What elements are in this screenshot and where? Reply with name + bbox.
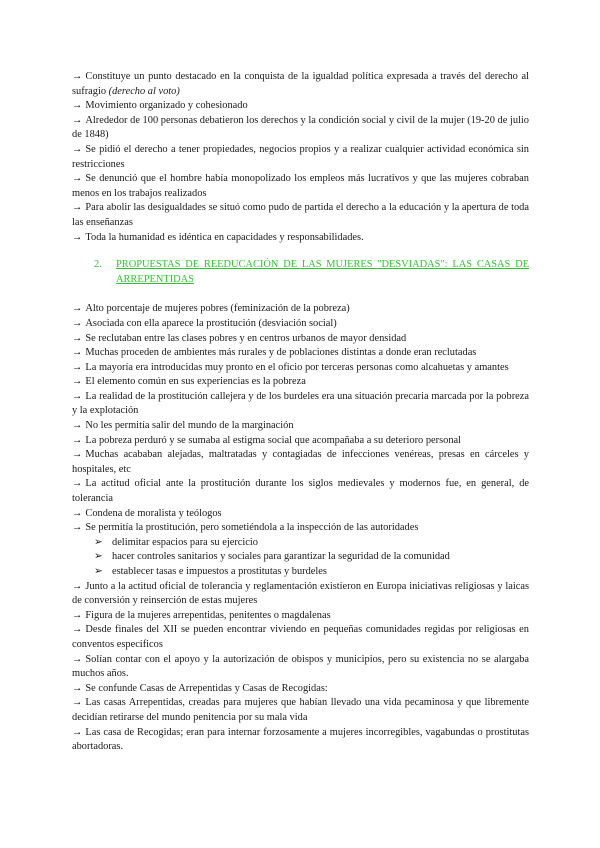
list-item: → Asociada con ella aparece la prostitución (desviación social) <box>72 317 337 329</box>
bullet-arrow-icon: ➢ <box>94 536 103 548</box>
sub-list-item: ➢ delimitar espacios para su ejercicio <box>94 536 529 551</box>
arrow-icon: → <box>72 376 83 388</box>
list-item: → La realidad de la prostitución callejera y de los burdeles era una situación precaria marcada por la pobreza y la explotación <box>72 390 529 417</box>
arrow-icon: → <box>72 100 83 112</box>
list-item: → Desde finales del XII se pueden encontrar viviendo en pequeñas comunidades regidas por religiosas en conventos específicos <box>72 624 529 650</box>
arrow-icon: → <box>72 317 83 329</box>
section-number: 2. <box>94 259 102 271</box>
intro-list <box>72 70 529 245</box>
list-item: → Constituye un punto destacado en la conquista de la igualdad política expresada a través del derecho al sufragio (derecho al voto) <box>72 71 529 97</box>
arrow-icon: → <box>72 507 83 519</box>
list-item: → Las casas Arrepentidas, creadas para mujeres que habían llevado una vida pecaminosa y que libremente decidían retirarse del mundo penitencia por su mala vida <box>72 697 529 723</box>
arrow-icon: → <box>72 624 83 636</box>
arrow-icon: → <box>72 449 83 461</box>
list-item: → Alrededor de 100 personas debatieron los derechos y la condición social y civil de la mujer (19-20 de julio de 1848) <box>72 114 529 141</box>
list-item: → Las casa de Recogidas; eran para internar forzosamente a mujeres incorregibles, vagabundas o prostitutas abortadoras. <box>72 726 529 753</box>
list-item: → Figura de la mujeres arrepentidas, penitentes o magdalenas <box>72 609 331 621</box>
sub-list-item: ➢ hacer controles sanitarios y sociales para garantizar la seguridad de la comunidad <box>94 550 529 565</box>
arrow-icon: → <box>72 390 83 402</box>
list-item: → Condena de moralista y teólogos <box>72 507 222 519</box>
list-item: → Se permitía la prostitución, pero sometiéndola a la inspección de las autoridades <box>72 522 419 534</box>
list-item: → Alto porcentaje de mujeres pobres (feminización de la pobreza) <box>72 303 350 315</box>
arrow-icon: → <box>72 71 83 82</box>
list-item: → No les permitía salir del mundo de la marginación <box>72 420 294 432</box>
bullet-arrow-icon: ➢ <box>94 566 103 577</box>
arrow-icon: → <box>72 202 83 214</box>
section-heading <box>94 258 529 287</box>
arrow-icon: → <box>72 347 83 359</box>
arrow-icon: → <box>72 522 83 534</box>
list-item: → Para abolir las desigualdades se situó como pudo de partida el derecho a la educación y la apertura de toda las enseñanzas <box>72 202 529 228</box>
arrow-icon: → <box>72 303 83 315</box>
section-title: PROPUESTAS DE REEDUCACIÓN DE LAS MUJERES "DESVIADAS": LAS CASAS DE ARREPENTIDAS <box>116 259 529 285</box>
list-item: → Se reclutaban entre las clases pobres y en centros urbanos de mayor densidad <box>72 332 407 344</box>
arrow-icon: → <box>72 143 83 155</box>
arrow-icon: → <box>72 420 83 432</box>
list-item: → La mayoría era introducidas muy pronto en el oficio por terceras personas como alcahuetas y amantes <box>72 361 509 373</box>
list-item: → El elemento común en sus experiencias es la pobreza <box>72 376 306 388</box>
arrow-icon: → <box>72 726 83 738</box>
list-item: → Se confunde Casas de Arrepentidas y Casas de Recogidas: <box>72 682 328 694</box>
list-item: → Se denunció que el hombre había monopolizado los empleos más lucrativos y que las mujeres cobraban menos en los trabajos realizados <box>72 173 529 199</box>
prostitution-list <box>72 302 529 536</box>
list-item: → Muchas proceden de ambientes más rurales y de poblaciones distintas a donde eran reclutadas <box>72 347 477 359</box>
list-item: → Solían contar con el apoyo y la autorización de obispos y municipios, pero su existencia no se alargaba muchos años. <box>72 653 529 680</box>
arrow-icon: → <box>72 114 83 126</box>
list-item: → Toda la humanidad es idéntica en capacidades y responsabilidades. <box>72 231 364 243</box>
bullet-arrow-icon: ➢ <box>94 551 103 563</box>
sub-list-item: ➢ establecer tasas e impuestos a prostitutas y burdeles <box>94 565 529 580</box>
arrow-icon: → <box>72 478 83 490</box>
arrow-icon: → <box>72 580 83 592</box>
religious-initiatives-list <box>72 580 529 755</box>
arrow-icon: → <box>72 682 83 694</box>
list-item: → Movimiento organizado y cohesionado <box>72 100 248 112</box>
arrow-icon: → <box>72 609 83 621</box>
list-item: → La actitud oficial ante la prostitución durante los siglos medievales y modernos fue, en general, de tolerancia <box>72 478 529 505</box>
list-item: → Junto a la actitud oficial de tolerancia y reglamentación existieron en Europa iniciativas religiosas y laicas de conversión y reinserción de estas mujeres <box>72 580 529 607</box>
list-item: → Muchas acababan alejadas, maltratadas y contagiadas de infecciones venéreas, presas en cárceles y hospitales, etc <box>72 449 529 475</box>
arrow-icon: → <box>72 231 83 243</box>
list-item: → La pobreza perduró y se sumaba al estigma social que acompañaba a su deterioro personal <box>72 434 462 446</box>
arrow-icon: → <box>72 697 83 709</box>
arrow-icon: → <box>72 434 83 446</box>
arrow-icon: → <box>72 173 83 185</box>
arrow-icon: → <box>72 332 83 344</box>
sub-list <box>72 536 529 580</box>
arrow-icon: → <box>72 653 83 665</box>
arrow-icon: → <box>72 361 83 373</box>
list-item: → Se pidió el derecho a tener propiedades, negocios propios y a realizar cualquier actividad económica sin restricciones <box>72 143 529 170</box>
